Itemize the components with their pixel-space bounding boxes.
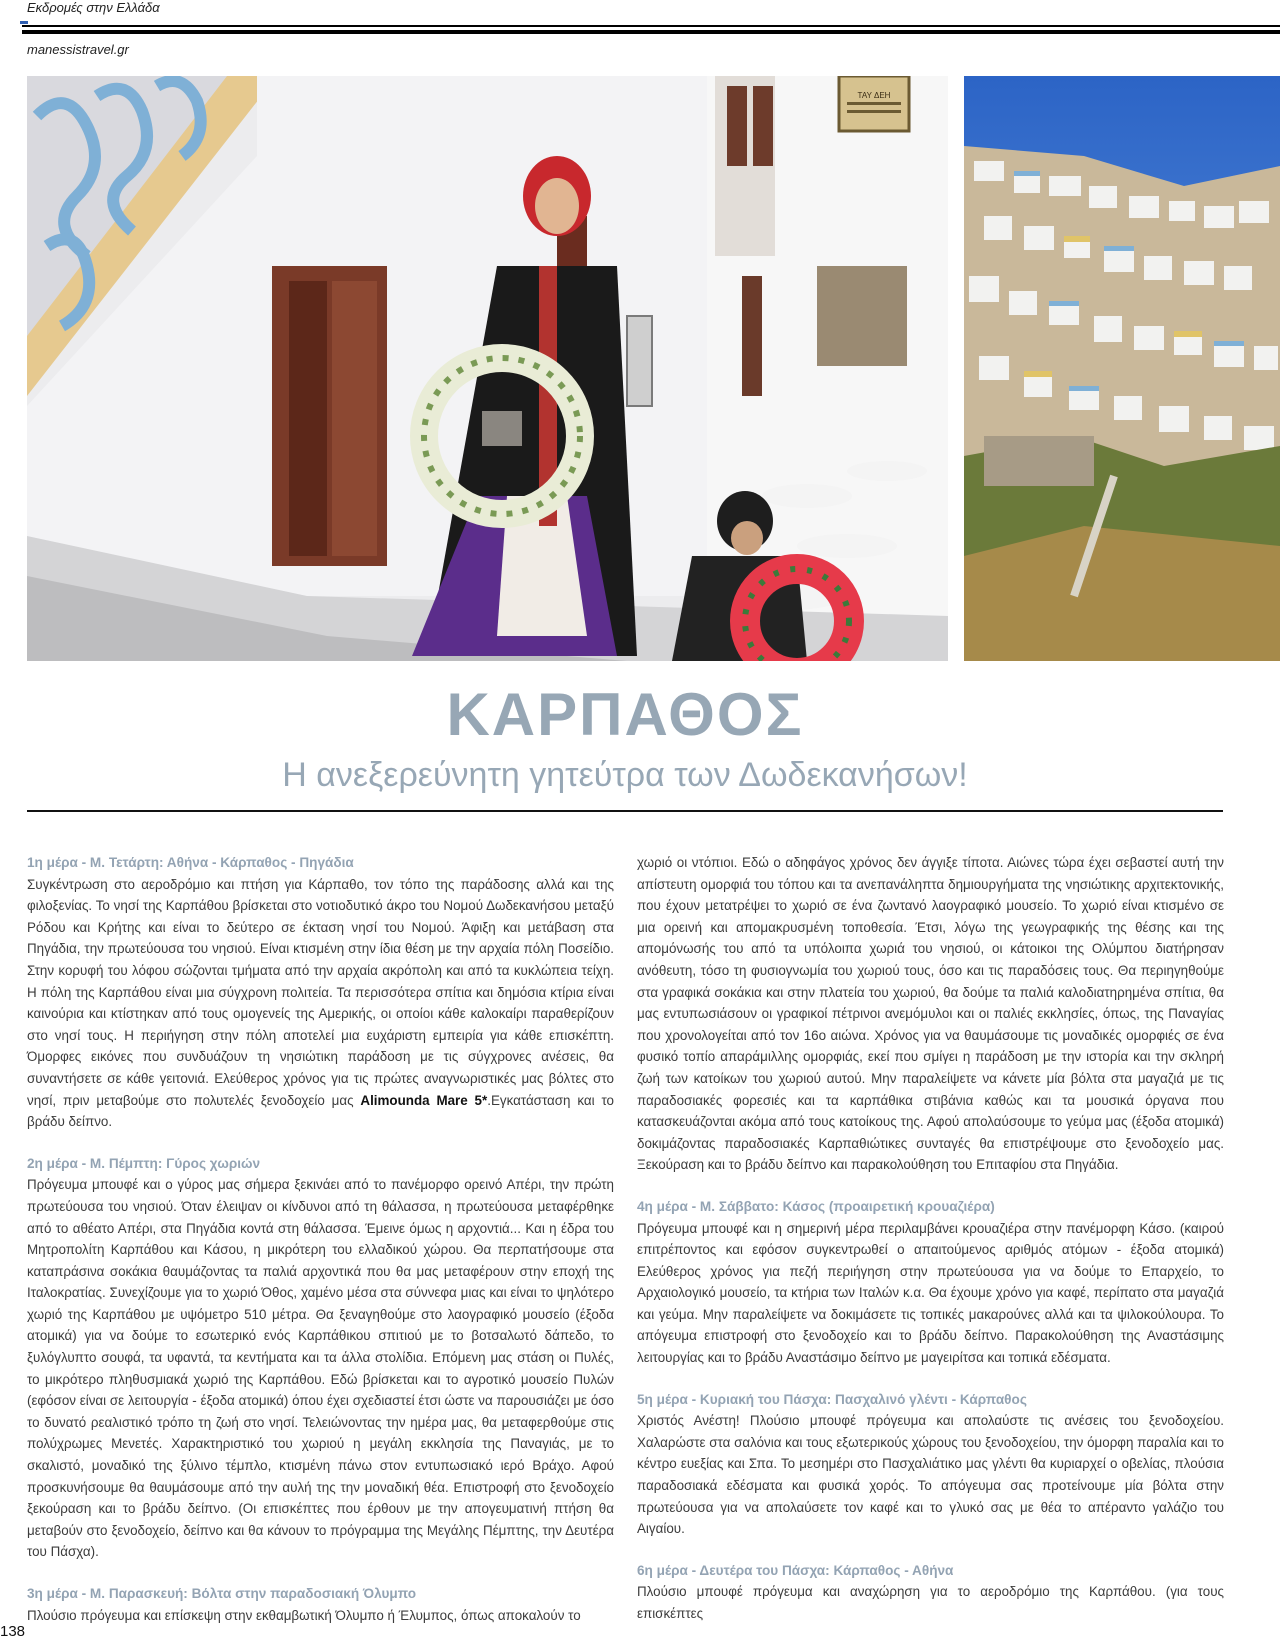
main-photo [27,76,948,661]
day-6-text: Πλούσιο μπουφέ πρόγευμα και αναχώρηση για το αεροδρόμιο της Καρπάθου. (για τους επισκέπτες [637,1584,1224,1621]
day-5-text: Χριστός Ανέστη! Πλούσιο μπουφέ πρόγευμα και απολαύστε τις ανέσεις του ξενοδοχείου. Χαλαρώστε στα σαλόνια και τους εξωτερικούς χώρους του ξενοδοχείου, την όμορφη παραλία και το κέντρο ευεξίας και Σπα. Το μεσημέρι στο Πασχαλιάτικο μας γλέντι θα κυριαρχεί ο οβελίας, πλούσια παραδοσιακά εδέσματα και φυσικά χορός. Το απόγευμα σας προτείνουμε μία βόλτα στην πρωτεύουσα για να απολαύσετε τον καφέ και το γλυκό σας με θέα το απέραντο γαλάζιο του Αιγαίου. [637,1413,1224,1537]
day-3-text-continued: χωριό οι ντόπιοι. Εδώ ο αδηφάγος χρόνος δεν άγγιξε τίποτα. Αιώνες τώρα έχει σεβαστεί αυτή την απίστευτη ομορφιά του τόπου και τα ανεπανάληπτα δημιουργήματα της νησιώτικης αρχιτεκτονικής, που έχουν μετατρέψει το χωριό σε ένα ζωντανό λαογραφικό μουσείο. Το χωριό είναι κτισμένο σε μια ορεινή και απομακρυσμένη τοποθεσία. Έτσι, λόγω της γεωγραφικής της θέσης και της απομόνωσής του από τα υπόλοιπα χωριά του νησιού, οι κάτοικοι της Ολύμπου διατήρησαν ανόθευτη, τόσο τη φυσιογνωμία του χωριού τους, όσο και τις παραδόσεις τους. Θα περιηγηθούμε στα γραφικά σοκάκια και στην πλατεία του χωριού, θα δούμε τα παλιά καλοδιατηρημένα σπίτια, θα μας εντυπωσιάσουν οι γραφικοί πέτρινοι ανεμόμυλοι και οι παλιές εκκλησίες, όπως, της Παναγίας που χρονολογείται από τον 16ο αιώνα. Χρόνος για να θαυμάσουμε τις μοναδικές ομορφιές σε ένα φυσικό τοπίο απαράμιλλης ομορφιάς, εκεί που σμίγει η παράδοση με την ιστορία και την σκληρή ζωή των κατοίκων του χωριού αυτού. Μην παραλείψετε να κάνετε μία βόλτα στα μαγαζιά με τις παραδοσιακές φορεσιές και τα καρπάθικα στιβάνια καθώς και τα μουσικά όργανα που κατασκευάζονται ακόμα από τους κατοίκους της. Αφού απολαύσουμε το γεύμα μας (έξοδα ατομικά) δοκιμάζοντας παραδοσιακές Καρπαθιώτικες συνταγές θα επιστρέψουμε στο ξενοδοχείο μας. Ξεκούραση και το βράδυ δείπνο και παρακολούθηση του Επιταφίου στα Πηγάδια. [637,855,1224,1173]
shop-sign-text: TAY ΔΕΗ [857,91,891,100]
title-divider [27,810,1223,812]
header-rule [22,25,1280,33]
day-5-heading: 5η μέρα - Κυριακή του Πάσχα: Πασχαλινό γλέντι - Κάρπαθος [637,1391,1027,1407]
day-1-heading: 1η μέρα - Μ. Τετάρτη: Αθήνα - Κάρπαθος - Πηγάδια [27,855,354,870]
day-3-heading: 3η μέρα - Μ. Παρασκευή: Βόλτα στην παραδοσιακή Όλυμπο [27,1586,417,1601]
day-6-heading: 6η μέρα - Δευτέρα του Πάσχα: Κάρπαθος - Αθήνα [637,1562,954,1578]
hotel-name: Alimounda Mare 5* [360,1092,488,1108]
page-subtitle: Η ανεξερεύνητη γητεύτρα των Δωδεκανήσων! [282,756,968,794]
day-2-text: Πρόγευμα μπουφέ και ο γύρος μας σήμερα ξεκινάει από το πανέμορφο ορεινό Απέρι, την πρώτη πρωτεύουσα του νησιού. Όταν έλειψαν οι κίνδυνοι από τη θάλασσα, η πρωτεύουσα μεταφέρθηκε από το αθέατο Απέρι, στα Πηγάδια κοντά στη θάλασσα. Έμεινε όμως η αρχοντιά... Και η έδρα του Μητροπολίτη Καρπάθου και Κάσου, η μικρότερη του ελλαδικού χώρου. Θα περπατήσουμε στα καταπράσινα σοκάκια θαυμάζοντας τα παλιά αρχοντικά που θα μας μεταφέρουν στην εποχή της Ιταλοκρατίας. Συνεχίζουμε για το χωριό Όθος, χαμένο μέσα στα σύννεφα μιας και είναι το ψηλότερο χωριό της Καρπάθου με υψόμετρο 510 μέτρα. Θα ξεναγηθούμε στο λαογραφικό μουσείο (έξοδα ατομικά) για να δούμε το εσωτερικό ενός Καρπάθικου σπιτιού με το βοτσαλωτό δάπεδο, το ξυλόγλυπτο σουφά, τα υφαντά, τα κεντήματα και τα άλλα στολίδια. Επόμενη μας στάση οι Πυλές, το μικρότερο πληθυσμιακά χωριό της Καρπάθου. Εδώ βρίσκεται και το αγροτικό μουσείο Πυλών (εφόσον είναι σε λειτουργία - έξοδα ατομικά) όπου έχει σχεδιαστεί έτσι ώστε να παρουσιάζει με όσο το δυνατό ρεαλιστικό τρόπο τη ζωή στο νησί. Τελειώνοντας την ημέρα μας, θα μεταφερθούμε στις πολύχρωμες Μενετές. Χαρακτηριστικό του χωριού η μεγάλη εκκλησία της Παναγιάς, με το σκαλιστό, μοναδικό της ξύλινο τέμπλο, κτισμένη πάνω στον εντυπωσιακό ιερό Βράχο. Αφού προσκυνήσουμε θα θαυμάσουμε από την αυλή της την μοναδική θέα. Επιστροφή στο ξενοδοχείο ξεκούραση και το βράδυ δείπνο. (Οι επισκέπτες που έρθουν με την απογευματινή πτήση θα μεταβούν στο ξενοδοχείο, δείπνο και θα κάνουν το πρόγραμμα της Μεγάλης Πέμπτης, την Δευτέρα του Πάσχα). [27,1177,614,1560]
itinerary-left-column [27,852,614,1646]
side-photo [964,76,1280,661]
itinerary-right-column [637,852,1224,1645]
page-number: 138 [0,1623,26,1640]
day-3-text-start: Πλούσιο πρόγευμα και επίσκεψη στην εκθαμβωτική Όλυμπο ή Έλυμπος, όπως αποκαλούν το [27,1607,581,1623]
day-4-text: Πρόγευμα μπουφέ και η σημερινή μέρα περιλαμβάνει κρουαζιέρα στην πανέμορφη Κάσο. (καιρού επιτρέποντος και εφόσον συγκεντρωθεί ο απαιτούμενος αριθμός ατόμων - έξοδα ατομικά) Ελεύθερος χρόνος για πεζή περιήγηση στην πρωτεύουσα για να δούμε το Επαρχείο, το Αρχαιολογικό μουσείο, τα κτήρια των Ιταλών κ.α. Θα έχουμε χρόνο για καφέ, περίπατο στα μαγαζιά και γεύμα. Μην παραλείψετε να δοκιμάσετε τις τοπικές μακαρούνες αλλά και τα ψιλοκούλουρα. Το απόγευμα επιστροφή στο ξενοδοχείο και το βράδυ δείπνο. Παρακολούθηση της Αναστάσιμης λειτουργίας και το βράδυ Αναστάσιμο δείπνο με μαγειρίτσα και τοπικά εδέσματα. [637,1220,1224,1366]
header-section-title: Εκδρομές στην Ελλάδα [27,0,160,15]
day-4-heading: 4η μέρα - Μ. Σάββατο: Κάσος (προαιρετική κρουαζιέρα) [637,1198,995,1214]
day-2-heading: 2η μέρα - Μ. Πέμπτη: Γύρος χωριών [27,1155,261,1171]
header-website: manessistravel.gr [27,42,129,57]
page-title: ΚΑΡΠΑΘΟΣ [446,681,804,748]
day-1-text: Συγκέντρωση στο αεροδρόμιο και πτήση για Κάρπαθο, τον τόπο της παράδοσης αλλά και της φιλοξενίας. Το νησί της Καρπάθου βρίσκεται στο νοτιοδυτικό άκρο του Νομού Δωδεκανήσου μεταξύ Ρόδου και Κρήτης και είναι το δεύτερο σε έκταση νησί του Νομού. Άφιξη και μετάβαση στα Πηγάδια, την πρωτεύουσα του νησιού. Είναι κτισμένη στην ίδια θέση με την αρχαία πόλη Ποσείδιο. Στην κορυφή του λόφου σώζονται τμήματα από την αρχαία ακρόπολη και από τα κυκλώπεια τείχη. Η πόλη της Καρπάθου είναι μια σύγχρονη πολιτεία. Τα περισσότερα σπίτια και δημόσια κτίρια είναι καινούρια και κτίστηκαν από τους ομογενείς της Αμερικής, οι οποίοι κάθε καλοκαίρι παραθερίζουν στο νησί τους. Η περιήγηση στην πόλη αποτελεί μια ευχάριστη εμπειρία για κάθε επισκέπτη. Όμορφες εικόνες που συνδυάζουν τη νησιώτικη παράδοση με τις σύγχρονες ανέσεις, θα συναντήσετε σε κάθε γειτονιά. Ελεύθερος χρόνος για τις πρώτες αναγνωριστικές μας βόλτες στο νησί, πριν μεταβούμε στο πολυτελές ξενοδοχείο μας Alimounda Mare 5*.Εγκατάσταση και το βράδυ δείπνο. [27,876,615,1130]
